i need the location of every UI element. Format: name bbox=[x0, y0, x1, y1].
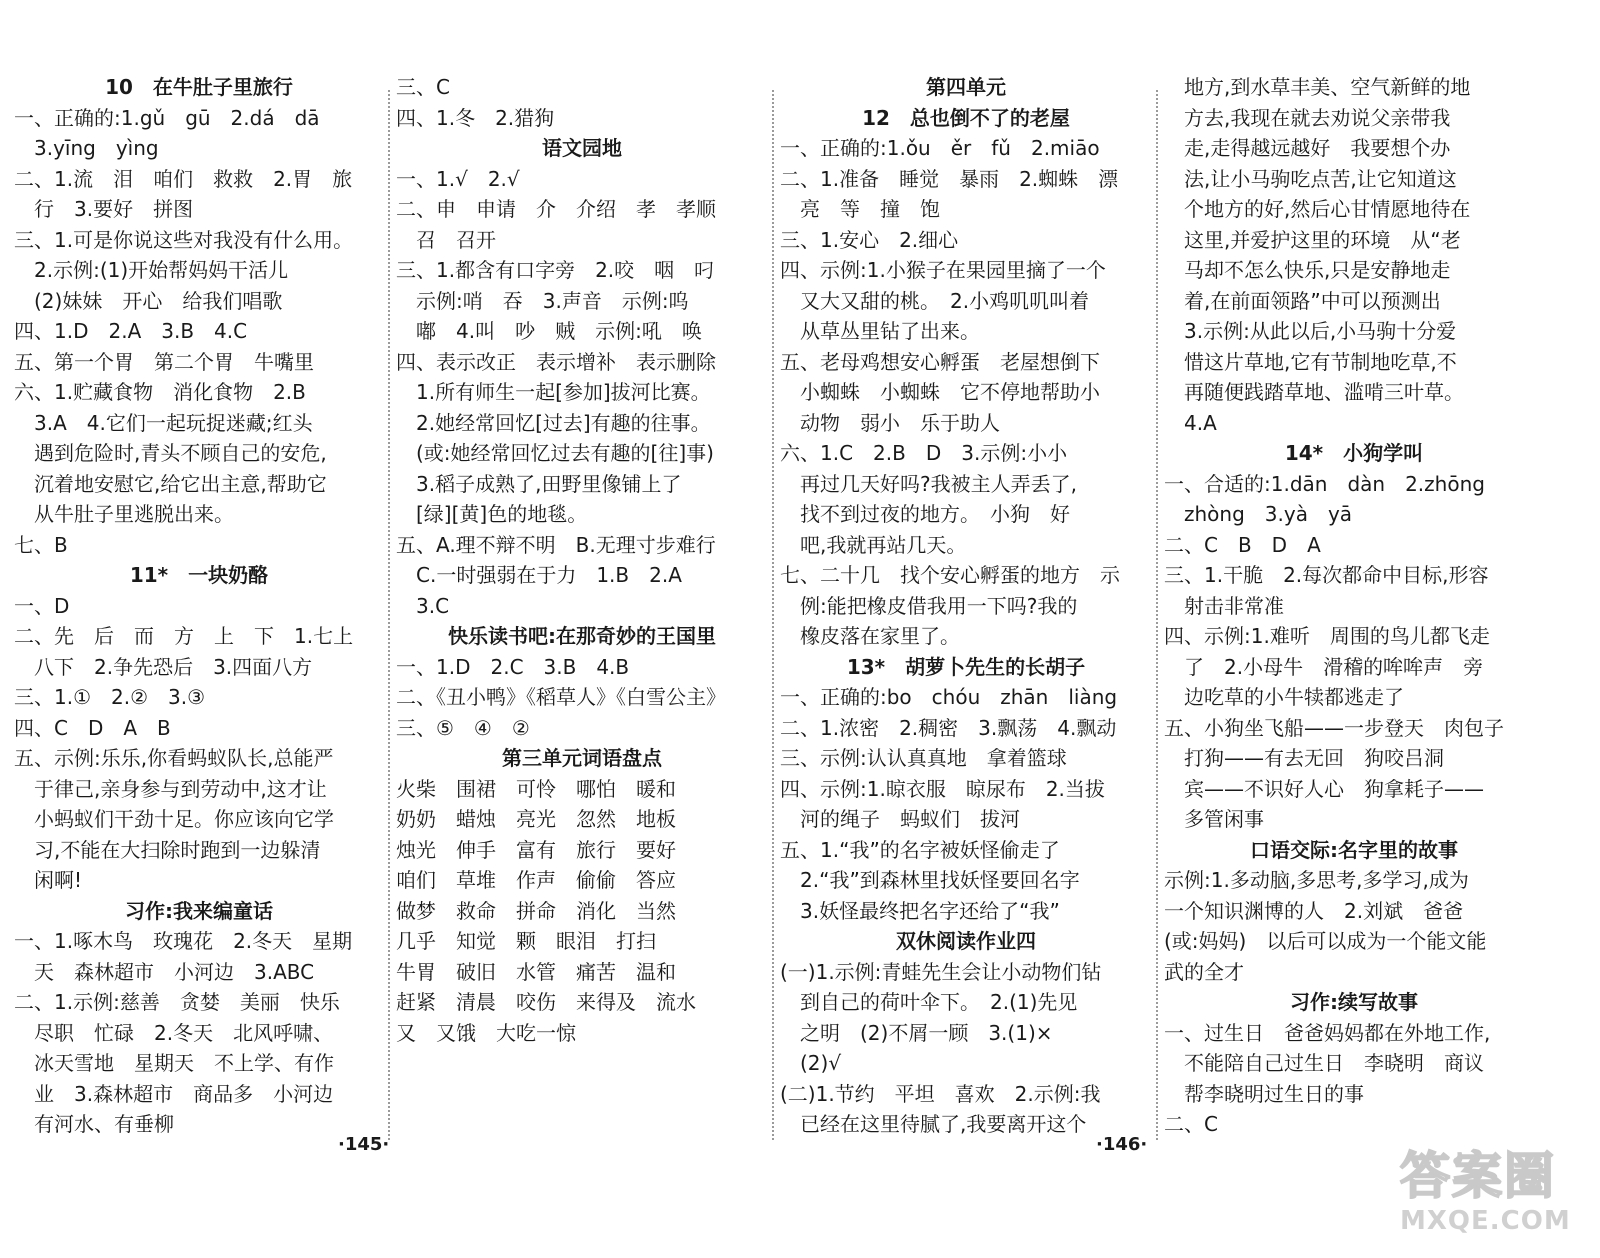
answer-line: (2)√ bbox=[780, 1051, 842, 1075]
answer-column-3 bbox=[780, 72, 1152, 1140]
section-title: 第三单元词语盘点 bbox=[502, 746, 662, 770]
answer-line: 咱们 草堆 作声 偷偷 答应 bbox=[396, 868, 676, 892]
answer-line: 五、示例:乐乐,你看蚂蚁队长,总能严 bbox=[14, 746, 334, 770]
section-title: 语文园地 bbox=[542, 136, 622, 160]
answer-line: 从牛肚子里逃脱出来。 bbox=[14, 502, 234, 526]
answer-line: 小蚂蚁们干劲十足。你应该向它学 bbox=[14, 807, 334, 831]
answer-line: 八下 2.争先恐后 3.四面八方 bbox=[14, 654, 313, 679]
answer-line: 已经在这里待腻了,我要离开这个 bbox=[780, 1112, 1087, 1136]
answer-line: 六、1.贮藏食物 消化食物 2.B bbox=[14, 380, 306, 404]
answer-line: 方去,我现在就去劝说父亲带我 bbox=[1164, 105, 1451, 130]
answer-line: 五、1.“我”的名字被妖怪偷走了 bbox=[780, 837, 1060, 862]
answer-line: 三、示例:认认真真地 拿着篮球 bbox=[780, 746, 1067, 770]
answer-line: (或:她经常回忆过去有趣的[往]事) bbox=[396, 441, 714, 465]
section-title: 双休阅读作业四 bbox=[896, 929, 1036, 953]
answer-line: 再过几天好吗?我被主人弄丢了, bbox=[780, 471, 1077, 496]
answer-line: 亮 等 撞 饱 bbox=[780, 197, 940, 221]
answer-line: 闲啊! bbox=[14, 868, 83, 892]
answer-line: 四、示例:1.晾衣服 晾尿布 2.当拔 bbox=[780, 776, 1105, 801]
answer-line: (一)1.示例:青蛙先生会让小动物们钻 bbox=[780, 959, 1102, 984]
column-divider-1 bbox=[388, 90, 390, 1140]
answer-line: 冰天雪地 星期天 不上学、有作 bbox=[14, 1051, 334, 1075]
answer-line: 六、1.C 2.B D 3.示例:小小 bbox=[780, 441, 1068, 465]
answer-line: 走,走得越远越好 我要想个办 bbox=[1164, 136, 1451, 160]
answer-line: 三、1.都含有口字旁 2.咬 咽 叼 bbox=[396, 258, 715, 282]
answer-line: 火柴 围裙 可怜 哪怕 暖和 bbox=[396, 776, 676, 801]
answer-line: 四、1.冬 2.猎狗 bbox=[396, 105, 555, 130]
answer-line: 四、1.D 2.A 3.B 4.C bbox=[14, 319, 248, 343]
answer-line: 3.稻子成熟了,田野里像铺上了 bbox=[396, 471, 682, 496]
answer-line: 多管闲事 bbox=[1164, 807, 1264, 831]
answer-line: 遇到危险时,青头不顾自己的安危, bbox=[14, 441, 327, 465]
answer-line: 有河水、有垂柳 bbox=[14, 1112, 174, 1136]
answer-line: 三、1.安心 2.细心 bbox=[780, 227, 959, 252]
column-divider-3 bbox=[1156, 90, 1158, 1140]
watermark-url: MXQE.COM bbox=[1400, 1206, 1571, 1236]
answer-line: 到自己的荷叶伞下。 2.(1)先见 bbox=[780, 990, 1078, 1014]
answer-line: 一、1.√ 2.√ bbox=[396, 166, 520, 191]
answer-line: 三、1.可是你说这些对我没有什么用。 bbox=[14, 227, 354, 252]
answer-line: 天 森林超市 小河边 3.ABC bbox=[14, 959, 315, 984]
answer-line: 二、先 后 而 方 上 下 1.七上 bbox=[14, 624, 354, 648]
answer-line: 沉着地安慰它,给它出主意,帮助它 bbox=[14, 471, 327, 496]
answer-line: 示例:哨 吞 3.声音 示例:呜 bbox=[396, 288, 689, 313]
answer-line: 于律己,亲身参与到劳动中,这才让 bbox=[14, 776, 327, 801]
answer-line: 这里,并爱护这里的环境 从“老 bbox=[1164, 227, 1461, 252]
answer-line: 二、1.浓密 2.稠密 3.飘荡 4.飘动 bbox=[780, 715, 1117, 740]
answer-line: 2.“我”到森林里找妖怪要回名字 bbox=[780, 868, 1080, 892]
answer-line: 河的绳子 蚂蚁们 拔河 bbox=[780, 807, 1020, 831]
answer-column-1 bbox=[14, 72, 384, 1140]
answer-line: 牛胃 破旧 水管 痛苦 温和 bbox=[396, 959, 676, 984]
answer-line: 七、B bbox=[14, 532, 68, 557]
answer-line: 三、1.① 2.② 3.③ bbox=[14, 685, 206, 709]
answer-column-2 bbox=[396, 72, 768, 1048]
answer-line: 打狗——有去无回 狗咬吕洞 bbox=[1164, 746, 1444, 770]
answer-line: (或:妈妈) 以后可以成为一个能文能 bbox=[1164, 929, 1487, 953]
answer-line: 五、A.理不辩不明 B.无理寸步难行 bbox=[396, 532, 716, 557]
answer-line: 例:能把橡皮借我用一下吗?我的 bbox=[780, 593, 1078, 618]
answer-line: 宾——不识好人心 狗拿耗子—— bbox=[1164, 776, 1484, 801]
watermark bbox=[1400, 1146, 1590, 1250]
section-title: 11* 一块奶酪 bbox=[129, 563, 269, 587]
answer-line: 二、1.准备 睡觉 暴雨 2.蜘蛛 漂 bbox=[780, 166, 1119, 191]
section-title: 习作:续写故事 bbox=[1290, 990, 1418, 1014]
answer-line: 习,不能在大扫除时跑到一边躲清 bbox=[14, 837, 321, 862]
answer-line: 二、C bbox=[1164, 1112, 1218, 1136]
answer-line: 一、D bbox=[14, 593, 70, 618]
answer-line: 嘟 4.叫 吵 贼 示例:吼 唤 bbox=[396, 319, 702, 343]
section-title: 快乐读书吧:在那奇妙的王国里 bbox=[448, 624, 716, 648]
answer-line: 召 召开 bbox=[396, 227, 496, 252]
answer-line: C.一时强弱在于力 1.B 2.A bbox=[396, 563, 682, 587]
answer-line: 吧,我就再站几天。 bbox=[780, 532, 967, 557]
answer-line: 着,在前面领路”中可以预测出 bbox=[1164, 288, 1441, 313]
answer-line: 2.示例:(1)开始帮妈妈干活儿 bbox=[14, 258, 289, 282]
answer-line: 帮李晓明过生日的事 bbox=[1164, 1081, 1364, 1106]
answer-line: 个地方的好,然后心甘情愿地待在 bbox=[1164, 197, 1471, 221]
section-title: 13* 胡萝卜先生的长胡子 bbox=[846, 654, 1086, 679]
answer-line: 四、表示改正 表示增补 表示删除 bbox=[396, 349, 716, 374]
answer-line: (二)1.节约 平坦 喜欢 2.示例:我 bbox=[780, 1081, 1101, 1106]
answer-line: 示例:1.多动脑,多思考,多学习,成为 bbox=[1164, 868, 1469, 892]
answer-line: 三、C bbox=[396, 75, 450, 99]
answer-line: 烛光 伸手 富有 旅行 要好 bbox=[396, 837, 676, 862]
answer-line: 动物 弱小 乐于助人 bbox=[780, 410, 1000, 435]
answer-line: 做梦 救命 拼命 消化 当然 bbox=[396, 898, 676, 923]
answer-line: 行 3.要好 拼图 bbox=[14, 197, 194, 221]
answer-line: 不能陪自己过生日 李晓明 商议 bbox=[1164, 1051, 1484, 1075]
answer-line: 四、C D A B bbox=[14, 715, 171, 740]
section-title: 习作:我来编童话 bbox=[125, 898, 273, 923]
answer-line: 尽职 忙碌 2.冬天 北风呼啸、 bbox=[14, 1020, 334, 1045]
section-title: 第四单元 bbox=[926, 75, 1006, 99]
answer-line: 一、正确的:1.ǒu ěr fǔ 2.miāo bbox=[780, 136, 1100, 160]
answer-line: 射击非常准 bbox=[1164, 593, 1284, 618]
answer-line: 二、申 申请 介 介绍 孝 孝顺 bbox=[396, 197, 716, 221]
answer-line: 4.A bbox=[1164, 410, 1217, 435]
answer-line: 从草丛里钻了出来。 bbox=[780, 319, 980, 343]
section-title: 口语交际:名字里的故事 bbox=[1250, 837, 1458, 862]
answer-line: 又大又甜的桃。 2.小鸡叽叽叫着 bbox=[780, 288, 1090, 313]
answer-line: 一个知识渊博的人 2.刘斌 爸爸 bbox=[1164, 898, 1464, 923]
answer-line: 3.yīng yìng bbox=[14, 136, 159, 160]
answer-line: 三、1.干脆 2.每次都命中目标,形容 bbox=[1164, 563, 1489, 587]
answer-line: 奶奶 蜡烛 亮光 忽然 地板 bbox=[396, 807, 676, 831]
answer-line: 三、⑤ ④ ② bbox=[396, 715, 530, 740]
answer-line: 3.A 4.它们一起玩捉迷藏;红头 bbox=[14, 410, 313, 435]
answer-line: 一、过生日 爸爸妈妈都在外地工作, bbox=[1164, 1020, 1491, 1045]
answer-line: 橡皮落在家里了。 bbox=[780, 624, 960, 648]
answer-line: 找不到过夜的地方。 小狗 好 bbox=[780, 502, 1070, 526]
answer-line: 几乎 知觉 颗 眼泪 打扫 bbox=[396, 929, 656, 953]
answer-line: 业 3.森林超市 商品多 小河边 bbox=[14, 1081, 334, 1106]
answer-line: 2.她经常回忆[过去]有趣的往事。 bbox=[396, 410, 711, 435]
answer-line: 1.所有师生一起[参加]拔河比赛。 bbox=[396, 380, 711, 404]
answer-line: 二、《丑小鸭》《稻草人》《白雪公主》 bbox=[396, 685, 726, 709]
answer-line: 五、老母鸡想安心孵蛋 老屋想倒下 bbox=[780, 349, 1100, 374]
page-number-left: ·145· bbox=[338, 1134, 390, 1155]
page-number-right: ·146· bbox=[1096, 1134, 1148, 1155]
section-title: 12 总也倒不了的老屋 bbox=[862, 105, 1070, 130]
answer-line: 法,让小马驹吃点苦,让它知道这 bbox=[1164, 166, 1457, 191]
section-title: 10 在牛肚子里旅行 bbox=[105, 75, 293, 99]
answer-line: 二、1.示例:慈善 贪婪 美丽 快乐 bbox=[14, 990, 340, 1014]
answer-line: 小蜘蛛 小蜘蛛 它不停地帮助小 bbox=[780, 380, 1100, 404]
answer-line: 边吃草的小牛犊都逃走了 bbox=[1164, 685, 1404, 709]
answer-line: 七、二十几 找个安心孵蛋的地方 示 bbox=[780, 563, 1120, 587]
answer-line: 又 又饿 大吃一惊 bbox=[396, 1020, 576, 1045]
answer-line: 五、第一个胃 第二个胃 牛嘴里 bbox=[14, 349, 314, 374]
answer-line: 五、小狗坐飞船——一步登天 肉包子 bbox=[1164, 715, 1504, 740]
section-title: 14* 小狗学叫 bbox=[1284, 441, 1424, 465]
answer-line: 3.示例:从此以后,小马驹十分爱 bbox=[1164, 319, 1457, 343]
answer-line: 四、示例:1.难听 周围的鸟儿都飞走 bbox=[1164, 624, 1490, 648]
answer-line: 一、正确的:bo chóu zhān liàng bbox=[780, 685, 1118, 709]
answer-line: 四、示例:1.小猴子在果园里摘了一个 bbox=[780, 258, 1106, 282]
answer-line: 3.妖怪最终把名字还给了“我” bbox=[780, 898, 1060, 923]
answer-line: 马却不怎么快乐,只是安静地走 bbox=[1164, 258, 1451, 282]
answer-line: 一、合适的:1.dān dàn 2.zhōng bbox=[1164, 471, 1485, 496]
answer-line: 武的全才 bbox=[1164, 959, 1244, 984]
answer-line: [绿][黄]色的地毯。 bbox=[396, 502, 588, 526]
answer-line: 一、正确的:1.gǔ gū 2.dá dā bbox=[14, 105, 320, 130]
answer-line: 了 2.小母牛 滑稽的哞哞声 旁 bbox=[1164, 654, 1484, 679]
answer-line: 一、1.啄木鸟 玫瑰花 2.冬天 星期 bbox=[14, 929, 353, 953]
column-divider-2 bbox=[772, 90, 774, 1140]
answer-line: (2)妹妹 开心 给我们唱歌 bbox=[14, 288, 283, 313]
answer-column-4 bbox=[1164, 72, 1544, 1140]
answer-line: 再随便践踏草地、滥啃三叶草。 bbox=[1164, 380, 1464, 404]
answer-line: 惜这片草地,它有节制地吃草,不 bbox=[1164, 349, 1457, 374]
answer-line: zhòng 3.yà yā bbox=[1164, 502, 1353, 526]
answer-line: 之明 (2)不屑一顾 3.(1)× bbox=[780, 1020, 1053, 1045]
answer-line: 二、C B D A bbox=[1164, 532, 1321, 557]
answer-line: 二、1.流 泪 咱们 救救 2.胃 旅 bbox=[14, 166, 353, 191]
answer-line: 一、1.D 2.C 3.B 4.B bbox=[396, 654, 630, 679]
watermark-logo: 答案圈 bbox=[1400, 1147, 1556, 1205]
answer-line: 地方,到水草丰美、空气新鲜的地 bbox=[1164, 75, 1471, 99]
answer-line: 3.C bbox=[396, 593, 450, 618]
answer-line: 赶紧 清晨 咬伤 来得及 流水 bbox=[396, 990, 696, 1014]
